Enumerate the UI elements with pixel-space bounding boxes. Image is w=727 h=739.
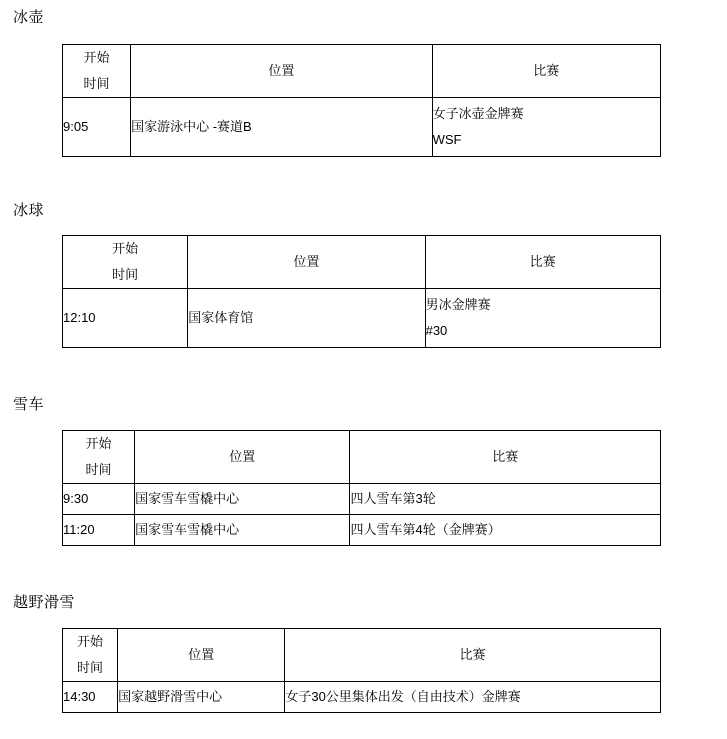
schedule-table-curling — [62, 44, 661, 157]
sport-section-bobsleigh — [0, 390, 727, 588]
cell-location: 国家体育馆 — [188, 289, 425, 348]
column-header-start-time-line1: 开始 — [77, 634, 104, 649]
column-header-start-time — [63, 236, 188, 289]
column-header-location: 位置 — [131, 45, 433, 98]
cell-location: 国家游泳中心 -赛道B — [131, 98, 433, 157]
cell-event: 女子30公里集体出发（自由技术）金牌赛 — [285, 682, 661, 713]
cell-location: 国家雪车雪橇中心 — [135, 515, 350, 546]
column-header-location: 位置 — [118, 629, 285, 682]
table-row — [63, 484, 661, 515]
cell-event: 四人雪车第4轮（金牌赛） — [350, 515, 661, 546]
sport-section-curling — [0, 0, 727, 195]
section-heading-bobsleigh: 雪车 — [13, 396, 45, 413]
table-header-row — [63, 431, 661, 484]
table-header-row — [63, 45, 661, 98]
cell-start-time: 12:10 — [63, 289, 188, 348]
schedule-table-ice-hockey — [62, 235, 661, 348]
cell-start-time: 14:30 — [63, 682, 118, 713]
cell-start-time: 9:30 — [63, 484, 135, 515]
cell-event: 四人雪车第3轮 — [350, 484, 661, 515]
column-header-location: 位置 — [188, 236, 425, 289]
cell-event-line2: #30 — [425, 323, 448, 338]
table-row — [63, 289, 661, 348]
section-heading-cross-country-skiing: 越野滑雪 — [13, 594, 76, 611]
cell-event-line1: 男冰金牌赛 — [425, 297, 491, 312]
cell-start-time: 9:05 — [63, 98, 131, 157]
cell-event-line1: 女子冰壶金牌赛 — [432, 106, 524, 121]
cell-location: 国家雪车雪橇中心 — [135, 484, 350, 515]
cell-event-line2: WSF — [432, 132, 462, 147]
table-header-row — [63, 629, 661, 682]
schedule-table-cross-country-skiing — [62, 628, 661, 713]
column-header-event: 比赛 — [425, 236, 660, 289]
column-header-event: 比赛 — [285, 629, 661, 682]
cell-location: 国家越野滑雪中心 — [118, 682, 285, 713]
column-header-start-time-line2: 时间 — [85, 462, 112, 477]
column-header-event: 比赛 — [432, 45, 660, 98]
column-header-event: 比赛 — [350, 431, 661, 484]
column-header-start-time-line2: 时间 — [112, 267, 139, 282]
cell-event — [425, 289, 660, 348]
column-header-start-time — [63, 431, 135, 484]
column-header-start-time — [63, 629, 118, 682]
table-row — [63, 682, 661, 713]
cell-event — [432, 98, 660, 157]
schedule-table-bobsleigh — [62, 430, 661, 546]
column-header-start-time-line1: 开始 — [112, 241, 139, 256]
column-header-start-time-line2: 时间 — [77, 660, 104, 675]
section-heading-curling: 冰壶 — [13, 9, 45, 26]
column-header-start-time-line2: 时间 — [83, 76, 110, 91]
table-header-row — [63, 236, 661, 289]
section-heading-ice-hockey: 冰球 — [13, 202, 45, 219]
sport-section-ice-hockey — [0, 195, 727, 390]
column-header-location: 位置 — [135, 431, 350, 484]
column-header-start-time — [63, 45, 131, 98]
column-header-start-time-line1: 开始 — [85, 436, 112, 451]
table-row — [63, 98, 661, 157]
table-row — [63, 515, 661, 546]
cell-start-time: 11:20 — [63, 515, 135, 546]
column-header-start-time-line1: 开始 — [83, 50, 110, 65]
sport-section-cross-country-skiing — [0, 588, 727, 739]
